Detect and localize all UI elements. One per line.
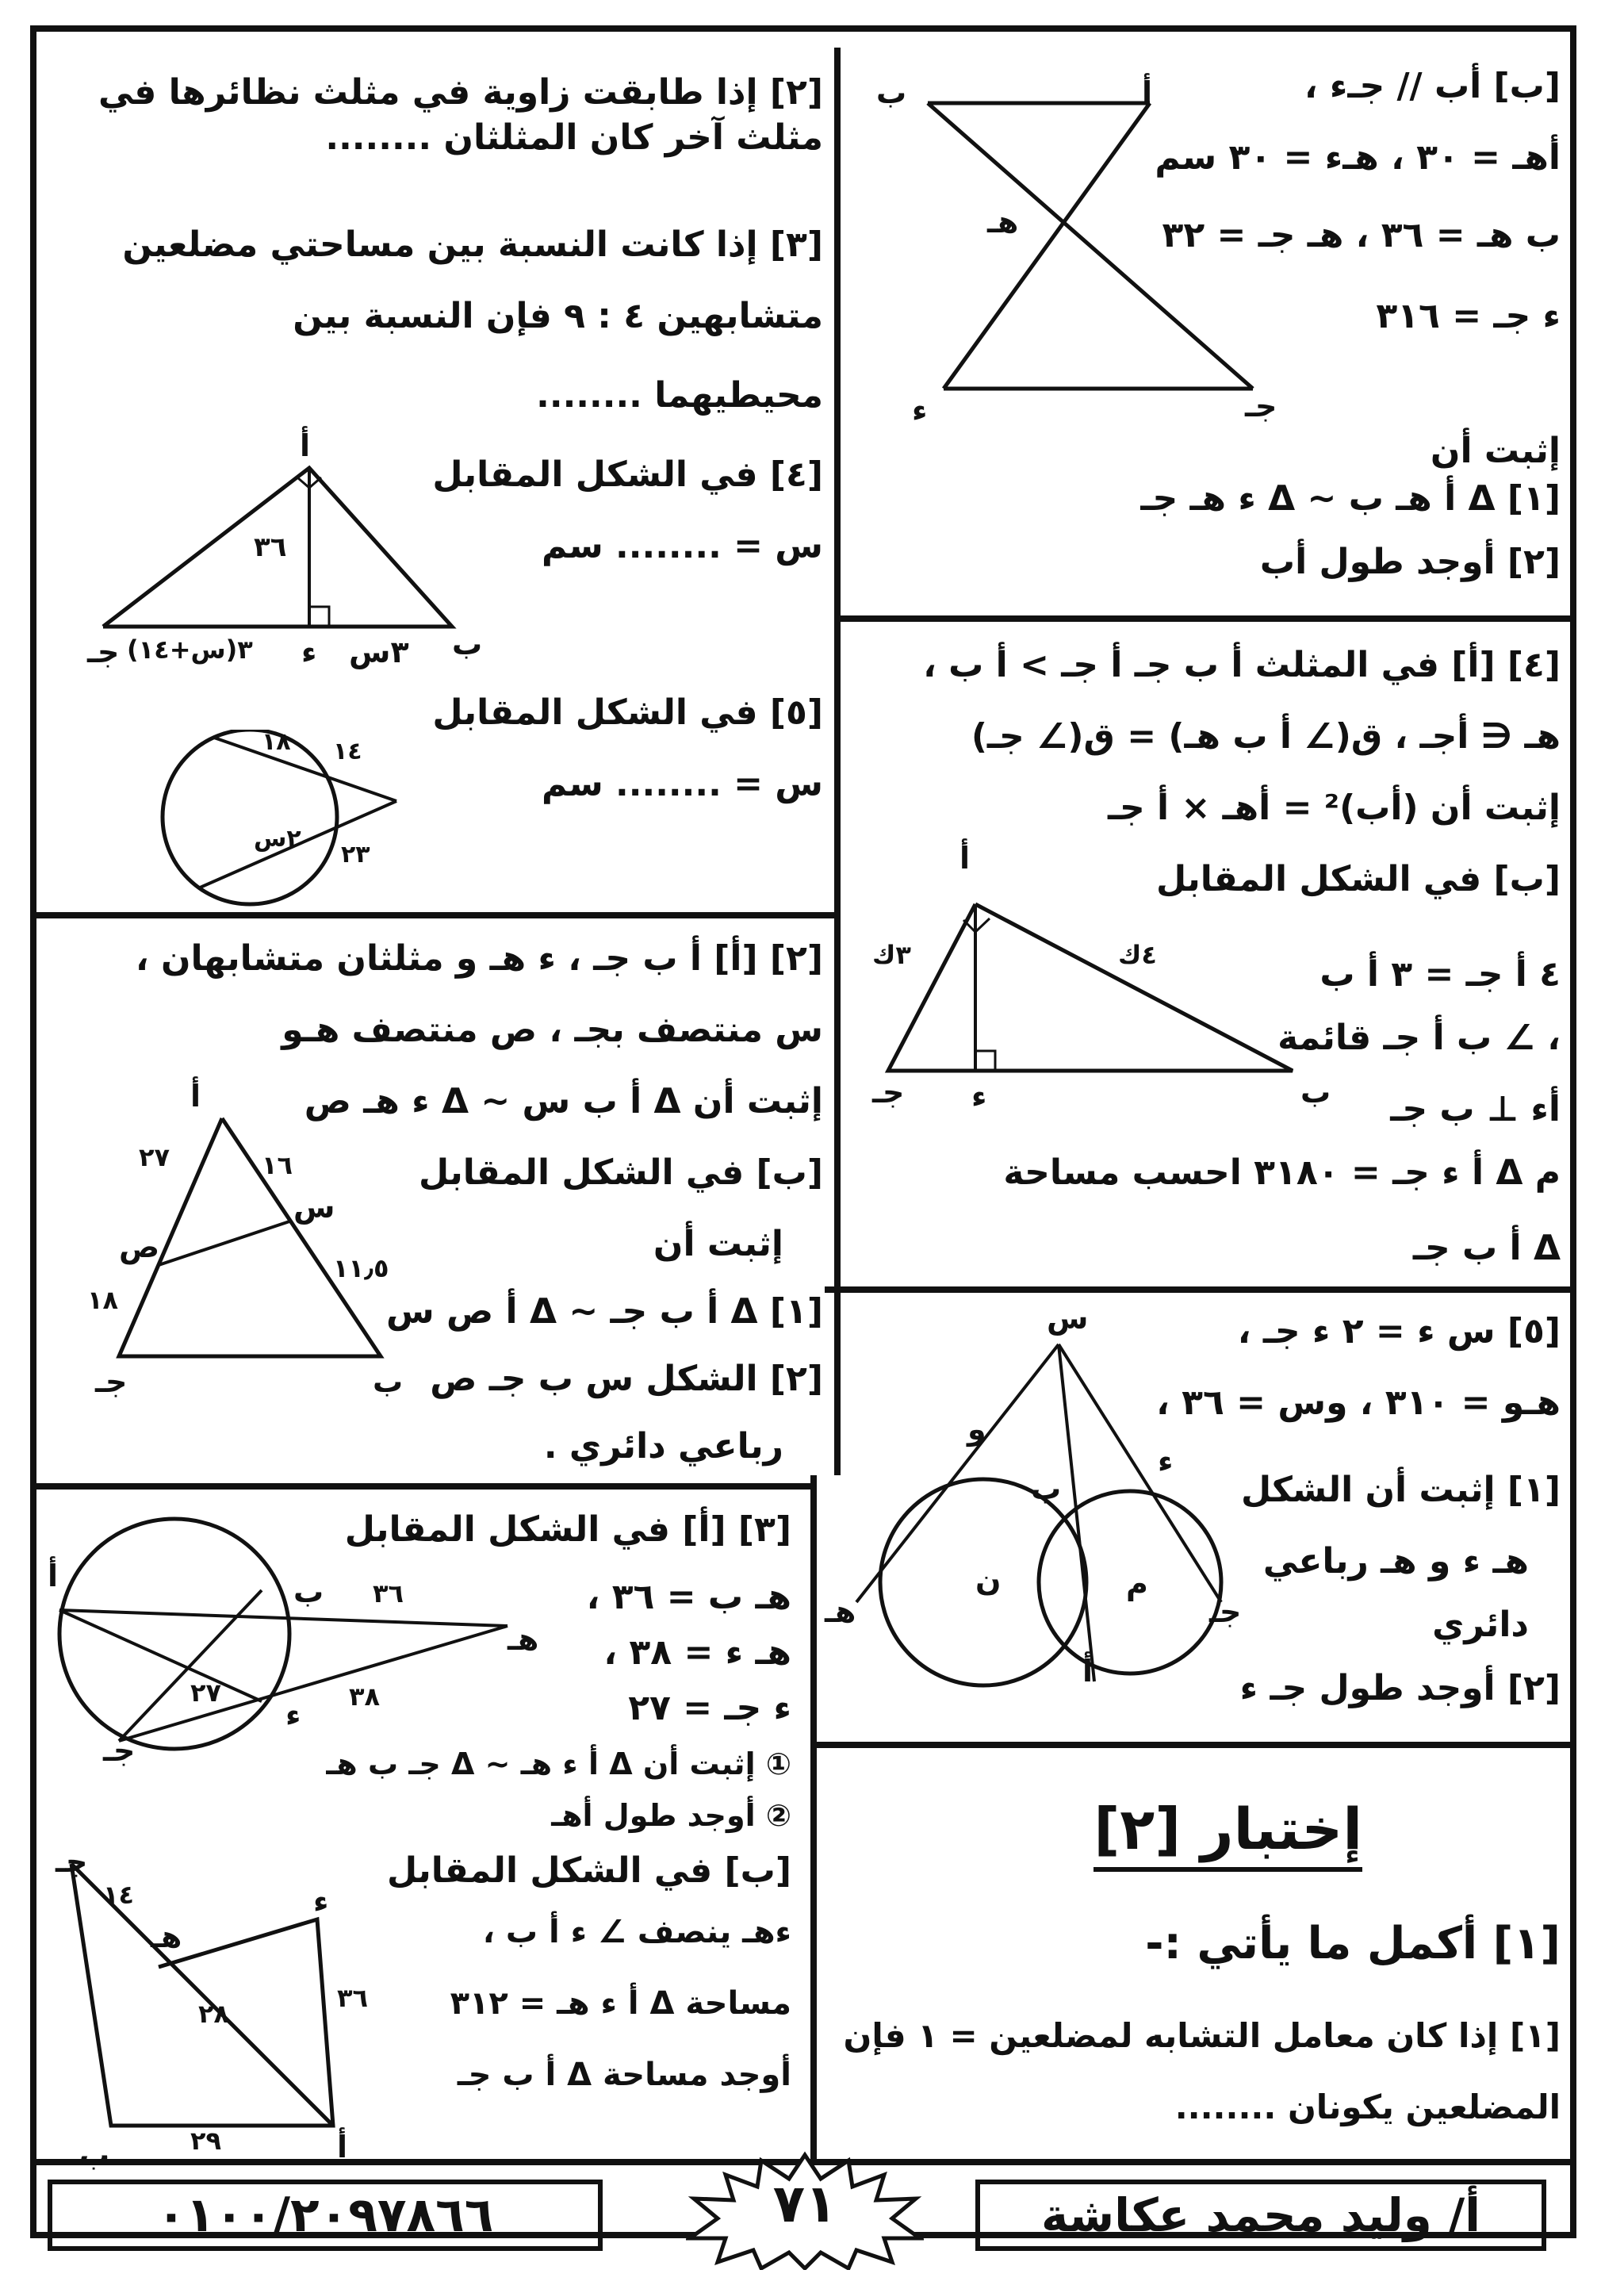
item4-label-d: ء: [301, 635, 317, 669]
s4-b-line2: ، ∠ ب أ جـ قائمة: [1277, 1018, 1561, 1058]
center-divider-bottom: [810, 1475, 817, 2165]
right-top-line3: ء جـ = ٣١٦: [1376, 296, 1561, 336]
divider-left-1: [36, 912, 837, 918]
s5-q2: [٢] أوجد طول جـ ء: [1239, 1668, 1561, 1708]
item4-label-j: جـ: [87, 635, 120, 669]
s5-label-d: ء: [1158, 1444, 1174, 1478]
s4-label-b: ب: [1300, 1075, 1331, 1110]
right-top-prove: إثبت أن: [1430, 431, 1561, 471]
s3-line1: هـ ب = ٣٦ ،: [586, 1577, 791, 1617]
rt-label-b: ب: [876, 75, 907, 110]
s5-q1: [١] إثبت أن الشكل: [1240, 1470, 1561, 1510]
s2-label-l4: ١٨: [87, 1285, 119, 1315]
s3b-label-d: ء: [313, 1884, 329, 1919]
s2-line2: س منتصف بجـ ، ص منتصف هـو: [282, 1010, 823, 1050]
item4-right-angle-mark: [309, 607, 329, 627]
right-top-q2: [٢] أوجد طول أب: [1259, 542, 1561, 582]
right-top-line2: ب هـ = ٣٦ ، هـ جـ = ٣٢: [1162, 215, 1561, 255]
footer-phone-box: [48, 2180, 603, 2251]
s2-b-q2: [٢] الشكل س ب جـ ص: [430, 1359, 823, 1399]
s5-label-w: و: [967, 1412, 986, 1447]
left-item4-equation: س = ........ سم: [541, 526, 823, 566]
s3b-label-a: أ: [337, 2130, 348, 2164]
s3b-label-29: ٢٩: [190, 2126, 222, 2156]
exam-q1-1b: المضلعين يكونان ........: [1174, 2088, 1561, 2126]
left-item2: [٢] إذا طابقت زاوية في مثلث نظائرها في مثلث آخر كان المثلثان ........: [98, 72, 823, 159]
s4-label-j: جـ: [872, 1075, 905, 1110]
rt-label-a: أ: [1142, 75, 1153, 110]
s3-q2: ② أوجد طول أهـ: [551, 1798, 791, 1833]
divider-left-2: [36, 1483, 814, 1490]
s3-b-line2: مساحة Δ أ ء هـ = ٣١٢: [450, 1985, 791, 2022]
s5-label-j: جـ: [1209, 1594, 1242, 1629]
s4-b-line1: ٤ أ جـ = ٣ أ ب: [1320, 954, 1561, 995]
s3-label-a: أ: [48, 1559, 59, 1593]
footer-author-box: [975, 2180, 1546, 2251]
divider-right-1: [841, 615, 1570, 622]
s3-b-line1: ءهـ ينصف ∠ ء أ ب ،: [482, 1914, 791, 1950]
right-top-q1: [١] Δ أ هـ ب ~ Δ ء هـ جـ: [1140, 478, 1561, 519]
rt-label-h: هـ: [987, 205, 1019, 240]
left-item3-line3: محيطيهما ........: [536, 375, 823, 416]
s2-label-l1: ٢٧: [139, 1142, 170, 1172]
left-item3-line1: [٣] إذا كانت النسبة بين مساحتي مضلعين: [122, 224, 823, 265]
s2-label-b: ب: [373, 1364, 404, 1399]
s4-label-a: أ: [959, 841, 971, 876]
s3b-label-h: هـ: [151, 1919, 182, 1954]
item5-label-b: ١٨: [262, 728, 291, 756]
item4-label-bottom-left: ٣(س+١٤): [127, 635, 253, 665]
s5-q1c: دائري: [1432, 1605, 1529, 1645]
s5-line2: هـو = ٣١٠ ، وس = ٣٦ ،: [1156, 1382, 1561, 1423]
s3b-label-14: ١٤: [103, 1880, 135, 1910]
item4-label-s: ٣س: [349, 635, 409, 669]
s3-label-27: ٢٧: [190, 1677, 222, 1708]
item4-label-b: ب: [452, 627, 483, 661]
item4-label-a: أ: [300, 428, 311, 463]
s3-label-h: هـ: [508, 1622, 539, 1657]
s3-title: [٣] [أ] في الشكل المقابل: [344, 1509, 791, 1550]
s5-line-s-h: [856, 1344, 1062, 1602]
s3b-label-j: جـ: [56, 1844, 88, 1879]
right-top-hourglass-figure: [912, 79, 1293, 412]
exam-q1: [١] أكمل ما يأتي :-: [1145, 1918, 1561, 1969]
s3-line3: ء جـ = ٢٧: [628, 1688, 791, 1728]
left-item4-title: [٤] في الشكل المقابل: [432, 454, 823, 495]
divider-right-2: [825, 1286, 1570, 1293]
right-top-title: [ب] أب // جـء ،: [1304, 66, 1561, 106]
s2-label-s: س: [293, 1190, 335, 1225]
s4-triangle-figure: [872, 888, 1316, 1095]
item5-label-c: ٢٣: [341, 841, 370, 868]
exam-title: إختبار [٢]: [1094, 1792, 1362, 1872]
footer-phone: ٠١٠٠/٢٠٩٧٨٦٦: [156, 2187, 494, 2243]
s4-triangle: [888, 904, 1293, 1071]
s5-two-circles-figure: [841, 1317, 1253, 1697]
s3-label-38: ٣٨: [349, 1681, 381, 1712]
s3-label-b: ب: [293, 1574, 324, 1609]
s4-b-title: [ب] في الشكل المقابل: [1155, 859, 1561, 899]
s2-label-p: ص: [119, 1229, 160, 1264]
rt-label-d: ء: [912, 393, 928, 428]
s2-b-prove: إثبت أن: [653, 1224, 783, 1264]
left-item5-equation: س = ........ سم: [541, 764, 823, 804]
s3-b-title: [ب] في الشكل المقابل: [386, 1850, 791, 1891]
s4-title: [٤] [أ] في المثلث أ ب جـ أ جـ > أ ب ،: [923, 645, 1561, 685]
s3-line2: هـ ء = ٣٨ ،: [603, 1632, 791, 1673]
s4-line3: إثبت أن (أب)² = أهـ × أ جـ: [1107, 788, 1561, 828]
s3-b-line3: أوجد مساحة Δ أ ب جـ: [457, 2057, 791, 2093]
s3-label-j: جـ: [103, 1733, 136, 1768]
s4-b-line3: أء ⊥ ب جـ: [1390, 1089, 1561, 1129]
s2-label-j: جـ: [95, 1364, 128, 1399]
s5-label-n: ن: [975, 1562, 1002, 1597]
item4-label-h: ٣٦: [254, 531, 287, 563]
right-top-line1: أهـ = ٣٠ ، هـء = ٣٠ سم: [1155, 137, 1561, 178]
page-number: ٧١: [772, 2173, 837, 2234]
s3-label-36: ٣٦: [373, 1578, 404, 1608]
s2-label-l3: ١١٫٥: [333, 1253, 389, 1283]
item5-label-a: ١٤: [333, 738, 362, 765]
s5-q1b: هـ ء و هـ رباعي: [1262, 1541, 1529, 1582]
s5-label-a: أ: [1082, 1654, 1094, 1689]
s2-title: [٢] [أ] أ ب جـ ، ء هـ و مثلثان متشابهان ،: [135, 938, 823, 979]
rt-label-j: جـ: [1245, 389, 1277, 424]
item5-label-d: ٢س: [254, 825, 301, 853]
exam-q1-1: [١] إذا كان معامل التشابه لمضلعين = ١ فإن: [843, 2016, 1561, 2055]
footer-author: أ/ وليد محمد عكاشة: [1040, 2188, 1481, 2242]
s5-label-s: س: [1047, 1301, 1089, 1336]
s5-title: [٥] س ء = ٢ ء جـ ،: [1237, 1311, 1561, 1352]
left-item3-line2: متشابهين ٤ : ٩ فإن النسبة بين: [293, 296, 823, 336]
s3b-label-28: ٢٨: [198, 1999, 230, 2029]
s4-line2: هـ ∈ أجـ ، ق(∠ أ ب هـ) = ق(∠ جـ): [971, 716, 1561, 757]
s3-label-d: ء: [285, 1697, 301, 1732]
s2-label-l2: ١٦: [262, 1150, 293, 1180]
s2-transversal: [159, 1221, 289, 1265]
s2-b-q1: [١] Δ أ ب جـ ~ Δ أ ص س: [386, 1291, 823, 1332]
center-divider-top: [834, 48, 841, 1475]
s4-label-4k: ٤ك: [1118, 940, 1157, 970]
s2-b-title: [ب] في الشكل المقابل: [418, 1152, 823, 1193]
s4-label-3k: ٣ك: [872, 940, 911, 970]
divider-right-3: [817, 1742, 1570, 1748]
item5-circle: [163, 730, 337, 904]
s3-circle: [59, 1519, 289, 1749]
s2-label-a: أ: [190, 1079, 201, 1114]
s4-label-d: ء: [971, 1079, 987, 1114]
s5-label-m: م: [1126, 1566, 1148, 1601]
s2-b-q2b: رباعي دائري .: [543, 1426, 783, 1467]
left-item5-title: [٥] في الشكل المقابل: [432, 692, 823, 733]
s4-b-line4: م Δ أ ء جـ = ٣١٨٠ احسب مساحة: [1003, 1152, 1561, 1193]
s4-right-angle-mark: [975, 1051, 995, 1071]
s3-line-a-h: [59, 1610, 508, 1626]
s5-label-b: ب: [1031, 1471, 1062, 1506]
s3b-label-36: ٣٦: [337, 1983, 369, 2013]
s3-line-j-h: [119, 1626, 508, 1741]
s3b-label-b: ب: [79, 2138, 110, 2172]
s3-q1: ① إثبت أن Δ أ ء هـ ~ Δ جـ ب هـ: [326, 1746, 791, 1781]
s4-b-line5: Δ أ ب جـ: [1412, 1228, 1561, 1268]
s2-line3: إثبت أن Δ أ ب س ~ Δ ء هـ ص: [304, 1081, 823, 1121]
s5-label-h: هـ: [825, 1594, 856, 1629]
